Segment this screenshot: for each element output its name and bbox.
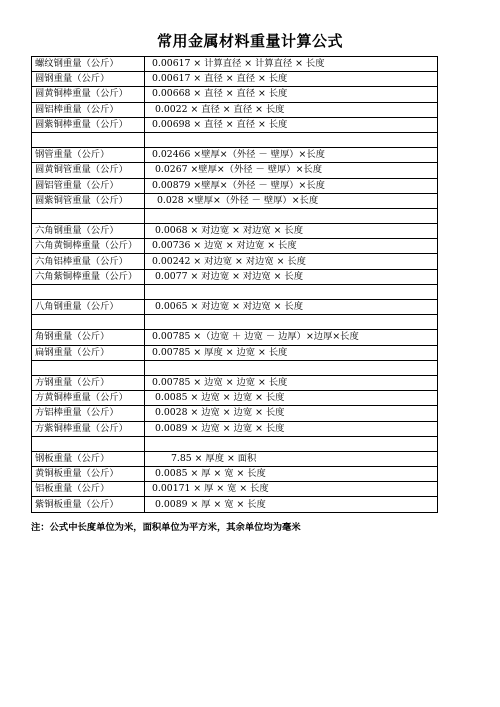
table-row [32,451,438,466]
formula-cell: 0.00242 × 对边宽 × 对边宽 × 长度 [145,254,438,269]
formula-cell: 0.00736 × 边宽 × 对边宽 × 长度 [145,239,438,254]
material-name: 钢板重量（公斤） [32,451,145,466]
separator-row [32,360,438,375]
table-row [32,178,438,193]
material-name: 圆钢重量（公斤） [32,72,145,87]
separator-row [32,132,438,147]
table-row [32,345,438,360]
table-row [32,300,438,315]
table-row [32,57,438,72]
material-name: 方紫铜棒重量（公斤） [32,421,145,436]
separator-row [32,315,438,330]
formula-cell: 0.0089 × 边宽 × 边宽 × 长度 [145,421,438,436]
material-name: 六角钢重量（公斤） [32,224,145,239]
formula-cell: 0.00785 × 边宽 × 边宽 × 长度 [145,375,438,390]
table-row [32,163,438,178]
material-name: 扁钢重量（公斤） [32,345,145,360]
table-row [32,87,438,102]
formula-cell: 0.00785 ×（边宽 ＋ 边宽 － 边厚）×边厚×长度 [145,330,438,345]
table-row [32,375,438,390]
table-row [32,330,438,345]
material-name: 方钢重量（公斤） [32,375,145,390]
separator-row [32,208,438,223]
formula-cell: 0.0089 × 厚 × 宽 × 长度 [145,497,438,512]
formula-cell: 0.0022 × 直径 × 直径 × 长度 [145,102,438,117]
material-name: 方铝棒重量（公斤） [32,406,145,421]
material-name: 圆紫铜棒重量（公斤） [32,117,145,132]
formula-cell: 0.0065 × 对边宽 × 对边宽 × 长度 [145,300,438,315]
formula-cell: 0.0267 ×壁厚×（外径 － 壁厚）×长度 [145,163,438,178]
separator-row [32,436,438,451]
formula-cell: 7.85 × 厚度 × 面积 [145,451,438,466]
formula-cell: 0.00879 ×壁厚×（外径 － 壁厚）×长度 [145,178,438,193]
table-row [32,406,438,421]
page-title: 常用金属材料重量计算公式 [156,32,343,50]
table-row [32,421,438,436]
formula-cell: 0.00785 × 厚度 × 边宽 × 长度 [145,345,438,360]
table-row [32,72,438,87]
formula-cell: 0.0077 × 对边宽 × 对边宽 × 长度 [145,269,438,284]
table-row [32,102,438,117]
formula-cell: 0.0028 × 边宽 × 边宽 × 长度 [145,406,438,421]
formula-cell: 0.028 ×壁厚×（外径 － 壁厚）×长度 [145,193,438,208]
material-name: 角钢重量（公斤） [32,330,145,345]
material-name: 圆铝棒重量（公斤） [32,102,145,117]
material-name: 螺纹钢重量（公斤） [32,57,145,72]
table-row [32,239,438,254]
formula-cell: 0.00617 × 计算直径 × 计算直径 × 长度 [145,57,438,72]
material-name: 圆紫铜管重量（公斤） [32,193,145,208]
formula-cell: 0.02466 ×壁厚×（外径 － 壁厚）×长度 [145,148,438,163]
table-row [32,148,438,163]
material-name: 八角钢重量（公斤） [32,300,145,315]
formula-cell: 0.0085 × 边宽 × 边宽 × 长度 [145,391,438,406]
material-name: 圆铝管重量（公斤） [32,178,145,193]
table-row [32,467,438,482]
material-name: 钢管重量（公斤） [32,148,145,163]
table-row [32,193,438,208]
formula-cell: 0.00617 × 直径 × 直径 × 长度 [145,72,438,87]
formula-table [31,56,438,513]
material-name: 六角黄铜棒重量（公斤） [32,239,145,254]
table-row [32,497,438,512]
formula-cell: 0.0085 × 厚 × 宽 × 长度 [145,467,438,482]
formula-cell: 0.0068 × 对边宽 × 对边宽 × 长度 [145,224,438,239]
table-row [32,117,438,132]
formula-cell: 0.00668 × 直径 × 直径 × 长度 [145,87,438,102]
material-name: 紫铜板重量（公斤） [32,497,145,512]
table-row [32,391,438,406]
material-name: 六角铝棒重量（公斤） [32,254,145,269]
material-name: 六角紫铜棒重量（公斤） [32,269,145,284]
footnote: 注：公式中长度单位为米，面积单位为平方米，其余单位均为毫米 [31,522,301,533]
table-row [32,269,438,284]
material-name: 方黄铜棒重量（公斤） [32,391,145,406]
material-name: 铝板重量（公斤） [32,482,145,497]
material-name: 圆黄铜棒重量（公斤） [32,87,145,102]
table-row [32,482,438,497]
formula-cell: 0.00171 × 厚 × 宽 × 长度 [145,482,438,497]
table-row [32,254,438,269]
table-row [32,224,438,239]
material-name: 黄铜板重量（公斤） [32,467,145,482]
formula-cell: 0.00698 × 直径 × 直径 × 长度 [145,117,438,132]
separator-row [32,284,438,299]
material-name: 圆黄铜管重量（公斤） [32,163,145,178]
